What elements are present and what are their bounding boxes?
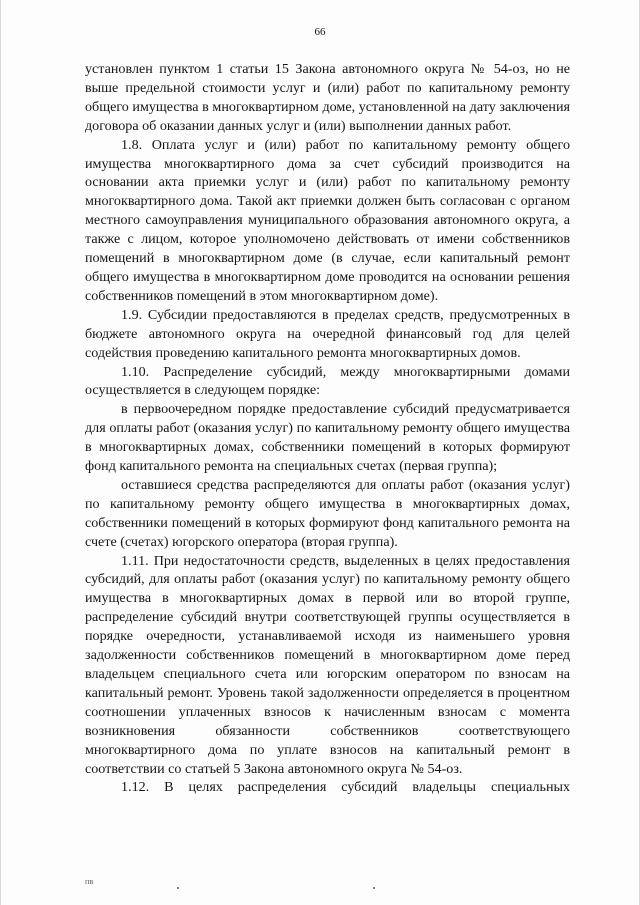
paragraph-1-12: 1.12. В целях распределения субсидий владельцы специальных xyxy=(121,779,570,796)
paragraph-1-8: 1.8. Оплата услуг и (или) работ по капитальному ремонту общего имущества многоквартирного дома за счет субсидий производится на основании акта приемки услуг и (или) работ по капитальному ремонту многоквартирного дома. Такой акт приемки должен быть согласован с органом местного самоуправления муниципального образования автономного округа, а также с лицом, которое уполномочено действовать от имени собственников помещений в многоквартирном доме (в случае, если капитальный ремонт общего имущества в многоквартирном доме проводится на основании решения собственников помещений в этом многоквартирном доме). xyxy=(85,136,570,304)
footer-mark: ПВ xyxy=(85,880,94,886)
paragraph-1-9: 1.9. Субсидии предоставляются в пределах средств, предусмотренных в бюджете автономного округа на очередной финансовый год для целей содействия проведению капитального ремонта многоквартирных домов. xyxy=(85,306,570,361)
paragraph-second-group: оставшиеся средства распределяются для оплаты работ (оказания услуг) по капитальному ремонту общего имущества в многоквартирных домах, собственники помещений в которых формируют фонд капитального ремонта на счете (счетах) югорского оператора (вторая группа). xyxy=(85,476,570,550)
paragraph-first-group: в первоочередном порядке предоставление субсидий предусматривается для оплаты работ (оказания услуг) по капитальному ремонту общего имущества в многоквартирных домах, собственники помещений в которых формируют фонд капитального ремонта на специальных счетах (первая группа); xyxy=(85,401,570,475)
paragraph-continuation: установлен пунктом 1 статьи 15 Закона автономного округа № 54-оз, но не выше предельной стоимости услуг и (или) работ по капитальному ремонту общего имущества в многоквартирном доме, установленной на дату заключения договора об оказании данных услуг и (или) выполнении данных работ. xyxy=(85,61,570,134)
paragraph-1-10: 1.10. Распределение субсидий, между многоквартирными домами осуществляется в следующем порядке: xyxy=(85,363,570,399)
footer-dot xyxy=(373,887,375,889)
page-number: 66 xyxy=(314,26,326,38)
footer-dot xyxy=(177,887,179,889)
paragraph-1-11: 1.11. При недостаточности средств, выделенных в целях предоставления субсидий, для оплаты работ (оказания услуг) по капитальному ремонту общего имущества в многоквартирных домах в первой или во второй группе, распределение субсидий внутри соответствующей группы осуществляется в порядке очередности, устанавливаемой исходя из наименьшего уровня задолженности собственников помещений в многоквартирном доме перед владельцем специального счета или югорским оператором по взносам на капитальный ремонт. Уровень такой задолженности определяется в процентном соотношении уплаченных взносов к начисленным взносам с момента возникновения обязанности собственников соответствующего многоквартирного дома по уплате взносов на капитальный ремонт в соответствии со статьей 5 Закона автономного округа № 54-оз. xyxy=(85,552,570,777)
document-body xyxy=(85,60,570,797)
